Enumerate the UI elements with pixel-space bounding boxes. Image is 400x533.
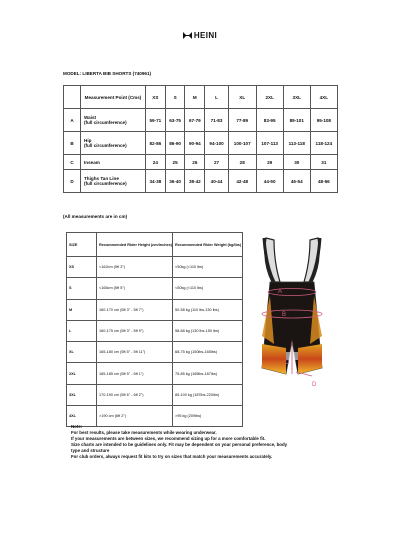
value-cell: 44-50 xyxy=(256,170,283,193)
units-note: (All measurements are in cm) xyxy=(63,214,128,219)
value-cell: 89-101 xyxy=(283,109,310,132)
weight-column-header: Recommended Rider Weight (kg/lbs) xyxy=(173,233,243,257)
size-cell: 4XL xyxy=(67,406,97,427)
value-cell: 28 xyxy=(228,155,256,170)
size-cell: XS xyxy=(67,257,97,278)
value-cell: 67-79 xyxy=(185,109,205,132)
value-cell: 34-38 xyxy=(146,170,166,193)
height-cell: 160-175 cm (5ft 3" - 5ft 9") xyxy=(97,320,173,341)
table-row xyxy=(67,278,243,299)
size-table-header-row xyxy=(67,233,243,257)
size-cell: L xyxy=(67,320,97,341)
measurement-row-inseam xyxy=(64,155,338,170)
weight-cell: >95 kg (209lbs) xyxy=(173,406,243,427)
value-cell: 27 xyxy=(205,155,229,170)
size-cell: S xyxy=(67,278,97,299)
value-cell: 94-100 xyxy=(205,132,229,155)
brand-logo xyxy=(0,31,400,40)
measurement-row-waist xyxy=(64,109,338,132)
row-label-sub: (full circumference) xyxy=(84,143,127,148)
diagram-label-c: C xyxy=(285,360,290,366)
value-cell: 25 xyxy=(165,155,185,170)
value-cell: 118-124 xyxy=(310,132,337,155)
notes-line: For best results, please take measurements while wearing underwear. xyxy=(71,430,217,436)
table-row xyxy=(67,299,243,320)
bib-straps xyxy=(264,238,320,282)
height-cell: >190 cm (6ft 2") xyxy=(97,406,173,427)
value-cell: 40-44 xyxy=(205,170,229,193)
weight-cell: <50kg (<110 lbs) xyxy=(173,278,243,299)
row-label-main: Hip xyxy=(84,138,92,143)
weight-cell: 50-58 kg (110 lbs-130 lbs) xyxy=(173,299,243,320)
diagram-label-d: D xyxy=(312,382,317,388)
measurement-point-header: Measurement Point (Cms) xyxy=(81,86,146,109)
measurement-header-row xyxy=(64,86,338,109)
size-header: S xyxy=(165,86,185,109)
value-cell: 86-90 xyxy=(165,132,185,155)
row-label-main: Inseam xyxy=(84,159,100,165)
row-label xyxy=(81,109,146,132)
value-cell: 42-48 xyxy=(228,170,256,193)
row-label-main: Waist xyxy=(84,115,97,120)
height-cell: 170-190 cm (5ft 6" - 6ft 2") xyxy=(97,384,173,405)
size-cell: M xyxy=(67,299,97,320)
notes-line: type and structure xyxy=(71,448,110,454)
value-cell: 107-113 xyxy=(256,132,283,155)
value-cell: 59-71 xyxy=(146,109,166,132)
table-row xyxy=(67,342,243,363)
measurement-row-hip xyxy=(64,132,338,155)
weight-cell: 58-68 kg (130 lbs-150 lbs) xyxy=(173,320,243,341)
table-row xyxy=(67,363,243,384)
value-cell: 95-108 xyxy=(310,109,337,132)
brand-name: HEINI xyxy=(193,31,218,40)
notes-line: For club orders, always request fit kits to try on sizes that match your measurements accurately. xyxy=(71,454,273,460)
size-recommendation-table xyxy=(66,232,243,427)
value-cell: 48-56 xyxy=(310,170,337,193)
table-row xyxy=(67,320,243,341)
measurement-table xyxy=(63,85,338,193)
weight-cell: 68-75 kg (150lbs-165lbs) xyxy=(173,342,243,363)
size-header: 3XL xyxy=(283,86,310,109)
weight-cell: <50kg (<110 lbs) xyxy=(173,257,243,278)
height-cell: 165-180 cm (5ft 5" - 5ft 11") xyxy=(97,342,173,363)
value-cell: 36-40 xyxy=(165,170,185,193)
height-cell: 165-185 cm (5ft 5" - 6ft 1") xyxy=(97,363,173,384)
notes-line: Size charts are intended to be guidelines only. Fit may be dependent on your personal preference, body xyxy=(71,442,288,448)
size-cell: 2XL xyxy=(67,363,97,384)
value-cell: 38-42 xyxy=(185,170,205,193)
value-cell: 26 xyxy=(185,155,205,170)
row-code: C xyxy=(64,155,81,170)
value-cell: 31 xyxy=(310,155,337,170)
row-label-sub: (full circumference) xyxy=(84,120,127,125)
row-label xyxy=(81,132,146,155)
row-code: A xyxy=(64,109,81,132)
size-column-header: SIZE xyxy=(67,233,97,257)
measurement-row-thighs xyxy=(64,170,338,193)
notes-title: Note: xyxy=(71,424,83,429)
weight-cell: 75-85 kg (165lbs-187lbs) xyxy=(173,363,243,384)
height-cell: 160-170 cm (5ft 3" - 5ft 7") xyxy=(97,299,173,320)
size-header: L xyxy=(205,86,229,109)
row-label xyxy=(81,155,146,170)
height-column-header: Recommended Rider Height (cm/inches) xyxy=(97,233,173,257)
height-cell: <165cm (5ft 5") xyxy=(97,278,173,299)
row-label xyxy=(81,170,146,193)
weight-cell: 85-100 kg (187lbs-220lbs) xyxy=(173,384,243,405)
row-code: B xyxy=(64,132,81,155)
table-row xyxy=(67,384,243,405)
notes-block xyxy=(71,424,351,461)
size-header: M xyxy=(185,86,205,109)
value-cell: 113-118 xyxy=(283,132,310,155)
bib-shorts-diagram xyxy=(252,236,332,396)
size-cell: 3XL xyxy=(67,384,97,405)
height-cell: <162cm (5ft 3") xyxy=(97,257,173,278)
model-line: MODEL: LIBERTA BIB SHORTS (740961) xyxy=(63,71,152,76)
value-cell: 46-54 xyxy=(283,170,310,193)
heini-x-mark-icon xyxy=(183,32,192,39)
size-header: XS xyxy=(146,86,166,109)
value-cell: 82-86 xyxy=(146,132,166,155)
value-cell: 30 xyxy=(283,155,310,170)
value-cell: 100-107 xyxy=(228,132,256,155)
diagram-label-b: B xyxy=(282,312,287,318)
value-cell: 24 xyxy=(146,155,166,170)
table-row xyxy=(67,257,243,278)
row-label-sub: (full circumference) xyxy=(84,181,127,186)
value-cell: 83-95 xyxy=(256,109,283,132)
row-code: D xyxy=(64,170,81,193)
value-cell: 29 xyxy=(256,155,283,170)
value-cell: 71-83 xyxy=(205,109,229,132)
value-cell: 77-89 xyxy=(228,109,256,132)
code-header-cell xyxy=(64,86,81,109)
diagram-label-a: A xyxy=(278,289,283,295)
value-cell: 90-94 xyxy=(185,132,205,155)
notes-line: If your measurements are between sizes, we recommend sizing up for a more comfortable fit. xyxy=(71,436,266,442)
size-cell: XL xyxy=(67,342,97,363)
size-header: 2XL xyxy=(256,86,283,109)
size-header: 4XL xyxy=(310,86,337,109)
value-cell: 63-75 xyxy=(165,109,185,132)
size-header: XL xyxy=(228,86,256,109)
row-label-main: Thighs Tan Line xyxy=(84,176,119,181)
